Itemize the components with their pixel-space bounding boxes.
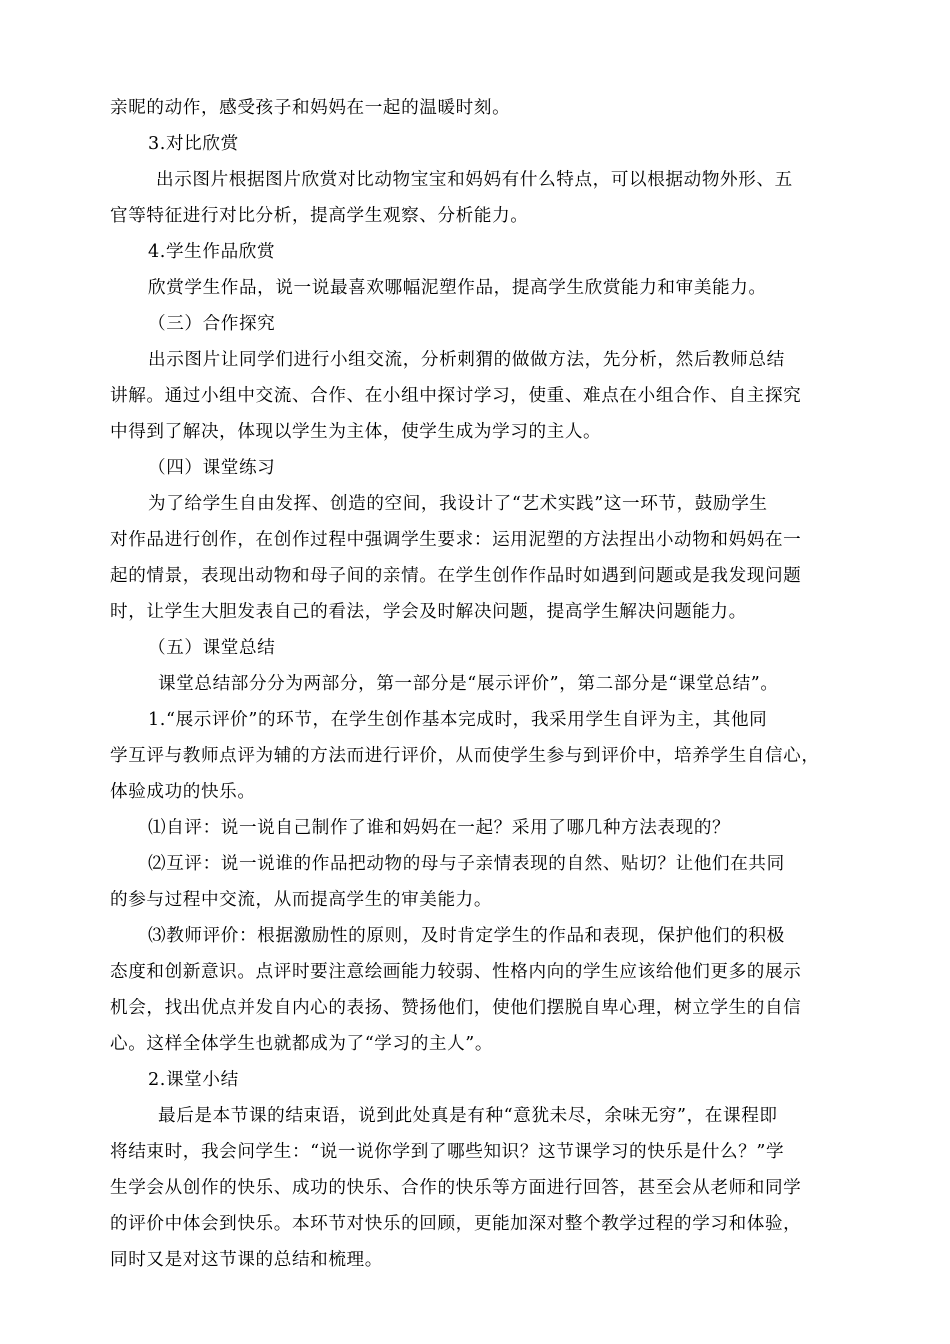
text-line: 体验成功的快乐。	[110, 782, 256, 802]
section-heading: 3.对比欣赏	[148, 134, 239, 154]
text-line: 课堂总结部分分为两部分，第一部分是“展示评价”，第二部分是“课堂总结”。	[158, 674, 779, 694]
text-line: 出示图片让同学们进行小组交流，分析刺猬的做做方法，先分析，然后教师总结	[148, 350, 785, 370]
text-line: 将结束时，我会问学生：“说一说你学到了哪些知识？这节课学习的快乐是什么？”学	[110, 1142, 785, 1162]
text-line: 起的情景，表现出动物和母子间的亲情。在学生创作作品时如遇到问题或是我发现问题	[110, 566, 802, 586]
text-line: 欣赏学生作品，说一说最喜欢哪幅泥塑作品，提高学生欣赏能力和审美能力。	[148, 278, 767, 298]
text-line: 最后是本节课的结束语，说到此处真是有种“意犹未尽，余味无穷”，在课程即	[158, 1106, 778, 1126]
text-line: ⑵互评：说一说谁的作品把动物的母与子亲情表现的自然、贴切？让他们在共同	[148, 854, 785, 874]
section-heading: 2.课堂小结	[148, 1070, 239, 1090]
section-heading: （五）课堂总结	[148, 638, 276, 658]
section-heading: 4.学生作品欣赏	[148, 242, 276, 262]
text-line: 生学会从创作的快乐、成功的快乐、合作的快乐等方面进行回答，甚至会从老师和同学	[110, 1178, 802, 1198]
text-line: ⑴自评：说一说自己制作了谁和妈妈在一起？采用了哪几种方法表现的？	[148, 818, 731, 838]
text-line: 讲解。通过小组中交流、合作、在小组中探讨学习，使重、难点在小组合作、自主探究	[110, 386, 802, 406]
text-line: 机会，找出优点并发自内心的表扬、赞扬他们，使他们摆脱自卑心理，树立学生的自信	[110, 998, 802, 1018]
text-line: 中得到了解决，体现以学生为主体，使学生成为学习的主人。	[110, 422, 602, 442]
text-line: 为了给学生自由发挥、创造的空间，我设计了“艺术实践”这一环节，鼓励学生	[148, 494, 768, 514]
text-line: 态度和创新意识。点评时要注意绘画能力较弱、性格内向的学生应该给他们更多的展示	[110, 962, 802, 982]
text-line: 的参与过程中交流，从而提高学生的审美能力。	[110, 890, 493, 910]
text-line: 对作品进行创作，在创作过程中强调学生要求：运用泥塑的方法捏出小动物和妈妈在一	[110, 530, 802, 550]
text-line: 心。这样全体学生也就都成为了“学习的主人”。	[110, 1034, 494, 1054]
text-line: 官等特征进行对比分析，提高学生观察、分析能力。	[110, 206, 529, 226]
section-heading: （四）课堂练习	[148, 458, 276, 478]
text-line: 出示图片根据图片欣赏对比动物宝宝和妈妈有什么特点，可以根据动物外形、五	[156, 170, 793, 190]
text-line: 亲昵的动作，感受孩子和妈妈在一起的温暖时刻。	[110, 98, 511, 118]
text-line: ⑶教师评价：根据激励性的原则，及时肯定学生的作品和表现，保护他们的积极	[148, 926, 785, 946]
text-line: 学互评与教师点评为辅的方法而进行评价，从而使学生参与到评价中，培养学生自信心，	[110, 746, 820, 766]
text-line: 时，让学生大胆发表自己的看法，学会及时解决问题，提高学生解决问题能力。	[110, 602, 747, 622]
text-line: 同时又是对这节课的总结和梳理。	[110, 1250, 383, 1270]
section-heading: （三）合作探究	[148, 314, 276, 334]
text-line: 的评价中体会到快乐。本环节对快乐的回顾，更能加深对整个教学过程的学习和体验，	[110, 1214, 802, 1234]
text-line: 1.“展示评价”的环节，在学生创作基本完成时，我采用学生自评为主，其他同	[148, 710, 768, 730]
